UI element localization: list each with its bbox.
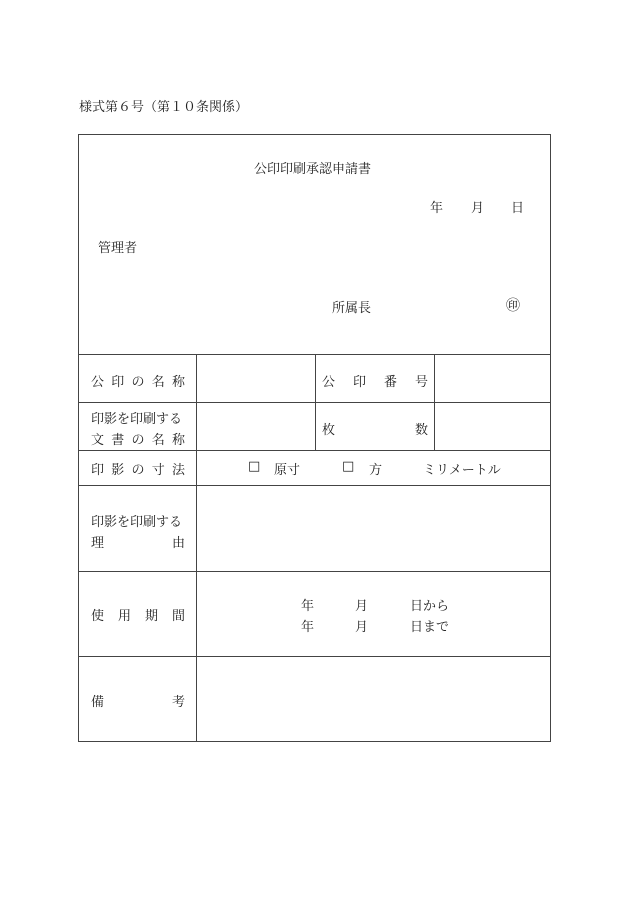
document-name-field[interactable] [197, 403, 315, 450]
date-year: 年 [430, 201, 444, 216]
period-from-month: 月 [355, 599, 369, 614]
date-month: 月 [471, 201, 485, 216]
document-name-label-line2: 文 書 の 名 称 [91, 433, 185, 448]
copies-label: 枚 数 [322, 423, 428, 438]
column-divider [315, 354, 316, 450]
period-from-year: 年 [301, 599, 315, 614]
period-to-year: 年 [301, 620, 315, 635]
reason-label-line2: 理 由 [91, 536, 185, 551]
remarks-field[interactable] [197, 657, 551, 742]
divider [79, 571, 550, 572]
copies-field[interactable] [435, 403, 551, 450]
document-name-label-line1: 印影を印刷する [91, 412, 183, 427]
seal-name-label: 公 印 の 名 称 [91, 375, 185, 390]
dimensions-label: 印 影 の 寸 法 [91, 463, 185, 478]
form-number: 様式第６号（第１０条関係） [79, 100, 249, 115]
reason-field[interactable] [197, 486, 551, 571]
period-from-day: 日から [410, 599, 450, 614]
period-to-day: 日まで [410, 620, 450, 635]
divider [79, 450, 550, 451]
date-day: 日 [511, 201, 525, 216]
unit-label: ミリメートル [423, 463, 501, 478]
seal-name-field[interactable] [197, 355, 315, 402]
period-label: 使 用 期 間 [91, 609, 185, 624]
addressee: 管理者 [98, 241, 138, 256]
reason-label-line1: 印影を印刷する [91, 515, 183, 530]
approval-form [78, 134, 551, 742]
seal-number-label: 公 印 番 号 [322, 375, 428, 390]
applicant-label: 所属長 [332, 301, 372, 316]
original-size-label: 原寸 [274, 463, 301, 478]
seal-mark: ㊞ [506, 298, 520, 314]
period-to-month: 月 [355, 620, 369, 635]
square-size-label: 方 [369, 463, 383, 478]
seal-number-field[interactable] [435, 355, 551, 402]
original-size-checkbox[interactable]: □ [248, 459, 261, 474]
form-title: 公印印刷承認申請書 [254, 162, 372, 177]
square-size-checkbox[interactable]: □ [342, 459, 355, 474]
remarks-label: 備 考 [91, 695, 185, 710]
